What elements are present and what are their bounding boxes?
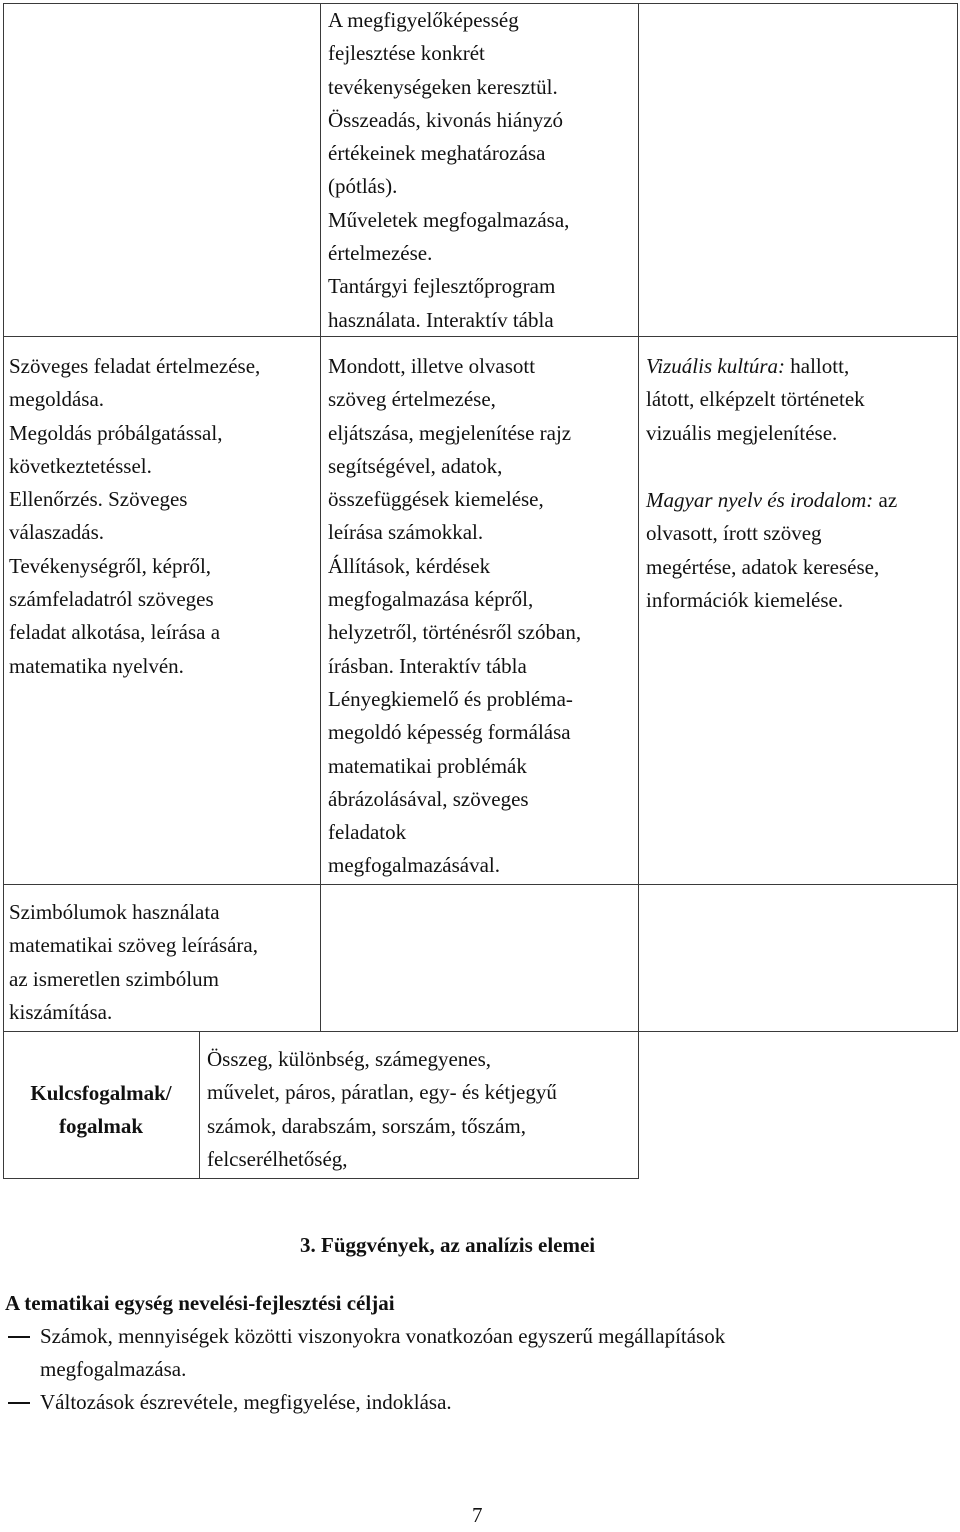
cell-row2-col2: Mondott, illetve olvasott szöveg értelmezése, eljátszása, megjelenítése rajz segítségével, adatok, összefüggések kiemelése, leírása számokkal. Állítások, kérdések megfogalmazása képről, helyzetről, történésről szóban, írásban. Interaktív tábla Lényegkiemelő és probléma- megoldó képesség formálása matematikai problémák ábrázolásával, szöveges feladatok megfogalmazásával. bbox=[328, 354, 582, 878]
table-bottom-border bbox=[3, 1178, 639, 1179]
cross-subject-text: hallott, bbox=[785, 354, 850, 378]
list-item: Változások észrevétele, megfigyelése, indoklása. bbox=[40, 1390, 452, 1414]
cross-subject-text: olvasott, írott szöveg megértése, adatok keresése, információk kiemelése. bbox=[646, 521, 880, 612]
col-divider bbox=[3, 3, 4, 1179]
dash-bullet-icon bbox=[8, 1402, 30, 1404]
col-divider bbox=[320, 3, 321, 1031]
key-concepts-header: Kulcsfogalmak/ fogalmak bbox=[30, 1081, 172, 1139]
dash-bullet-icon bbox=[8, 1336, 30, 1338]
section-title: 3. Függvények, az analízis elemei bbox=[300, 1233, 596, 1257]
cell-row2-col1: Szöveges feladat értelmezése, megoldása. Megoldás próbálgatással, következtetéssel. Ellenőrzés. Szöveges válaszadás. Tevékenységről, képről, számfeladatról szöveges feladat alkotása, leírása a matematika nyelvén. bbox=[9, 354, 261, 678]
cell-row2-col3-part2 bbox=[646, 484, 954, 617]
section-subtitle: A tematikai egység nevelési-fejlesztési céljai bbox=[5, 1291, 395, 1315]
col-divider bbox=[638, 3, 639, 1179]
cross-subject-label: Magyar nyelv és irodalom: bbox=[646, 488, 874, 512]
cell-row2-col3 bbox=[646, 350, 954, 450]
row-divider bbox=[3, 1031, 958, 1032]
page-number: 7 bbox=[472, 1503, 483, 1527]
key-concepts-content: Összeg, különbség, számegyenes, művelet, páros, páratlan, egy- és kétjegyű számok, darabszám, sorszám, tőszám, felcserélhetőség, bbox=[207, 1047, 557, 1171]
cross-subject-text: látott, elképzelt történetek vizuális megjelenítése. bbox=[646, 387, 865, 445]
col-divider bbox=[199, 1031, 200, 1179]
col-divider bbox=[957, 3, 958, 1031]
row-divider bbox=[3, 884, 958, 885]
list-item: Számok, mennyiségek közötti viszonyokra vonatkozóan egyszerű megállapítások megfogalmazása. bbox=[40, 1324, 726, 1382]
cell-row3-col1: Szimbólumok használata matematikai szöveg leírására, az ismeretlen szimbólum kiszámítása. bbox=[9, 900, 258, 1024]
cross-subject-text: az bbox=[873, 488, 898, 512]
cell-row1-col2: A megfigyelőképesség fejlesztése konkrét tevékenységeken keresztül. Összeadás, kivonás hiányzó értékeinek meghatározása (pótlás). Műveletek megfogalmazása, értelmezése. Tantárgyi fejlesztőprogram használata. Interaktív tábla bbox=[328, 8, 570, 332]
cross-subject-label: Vizuális kultúra: bbox=[646, 354, 786, 378]
